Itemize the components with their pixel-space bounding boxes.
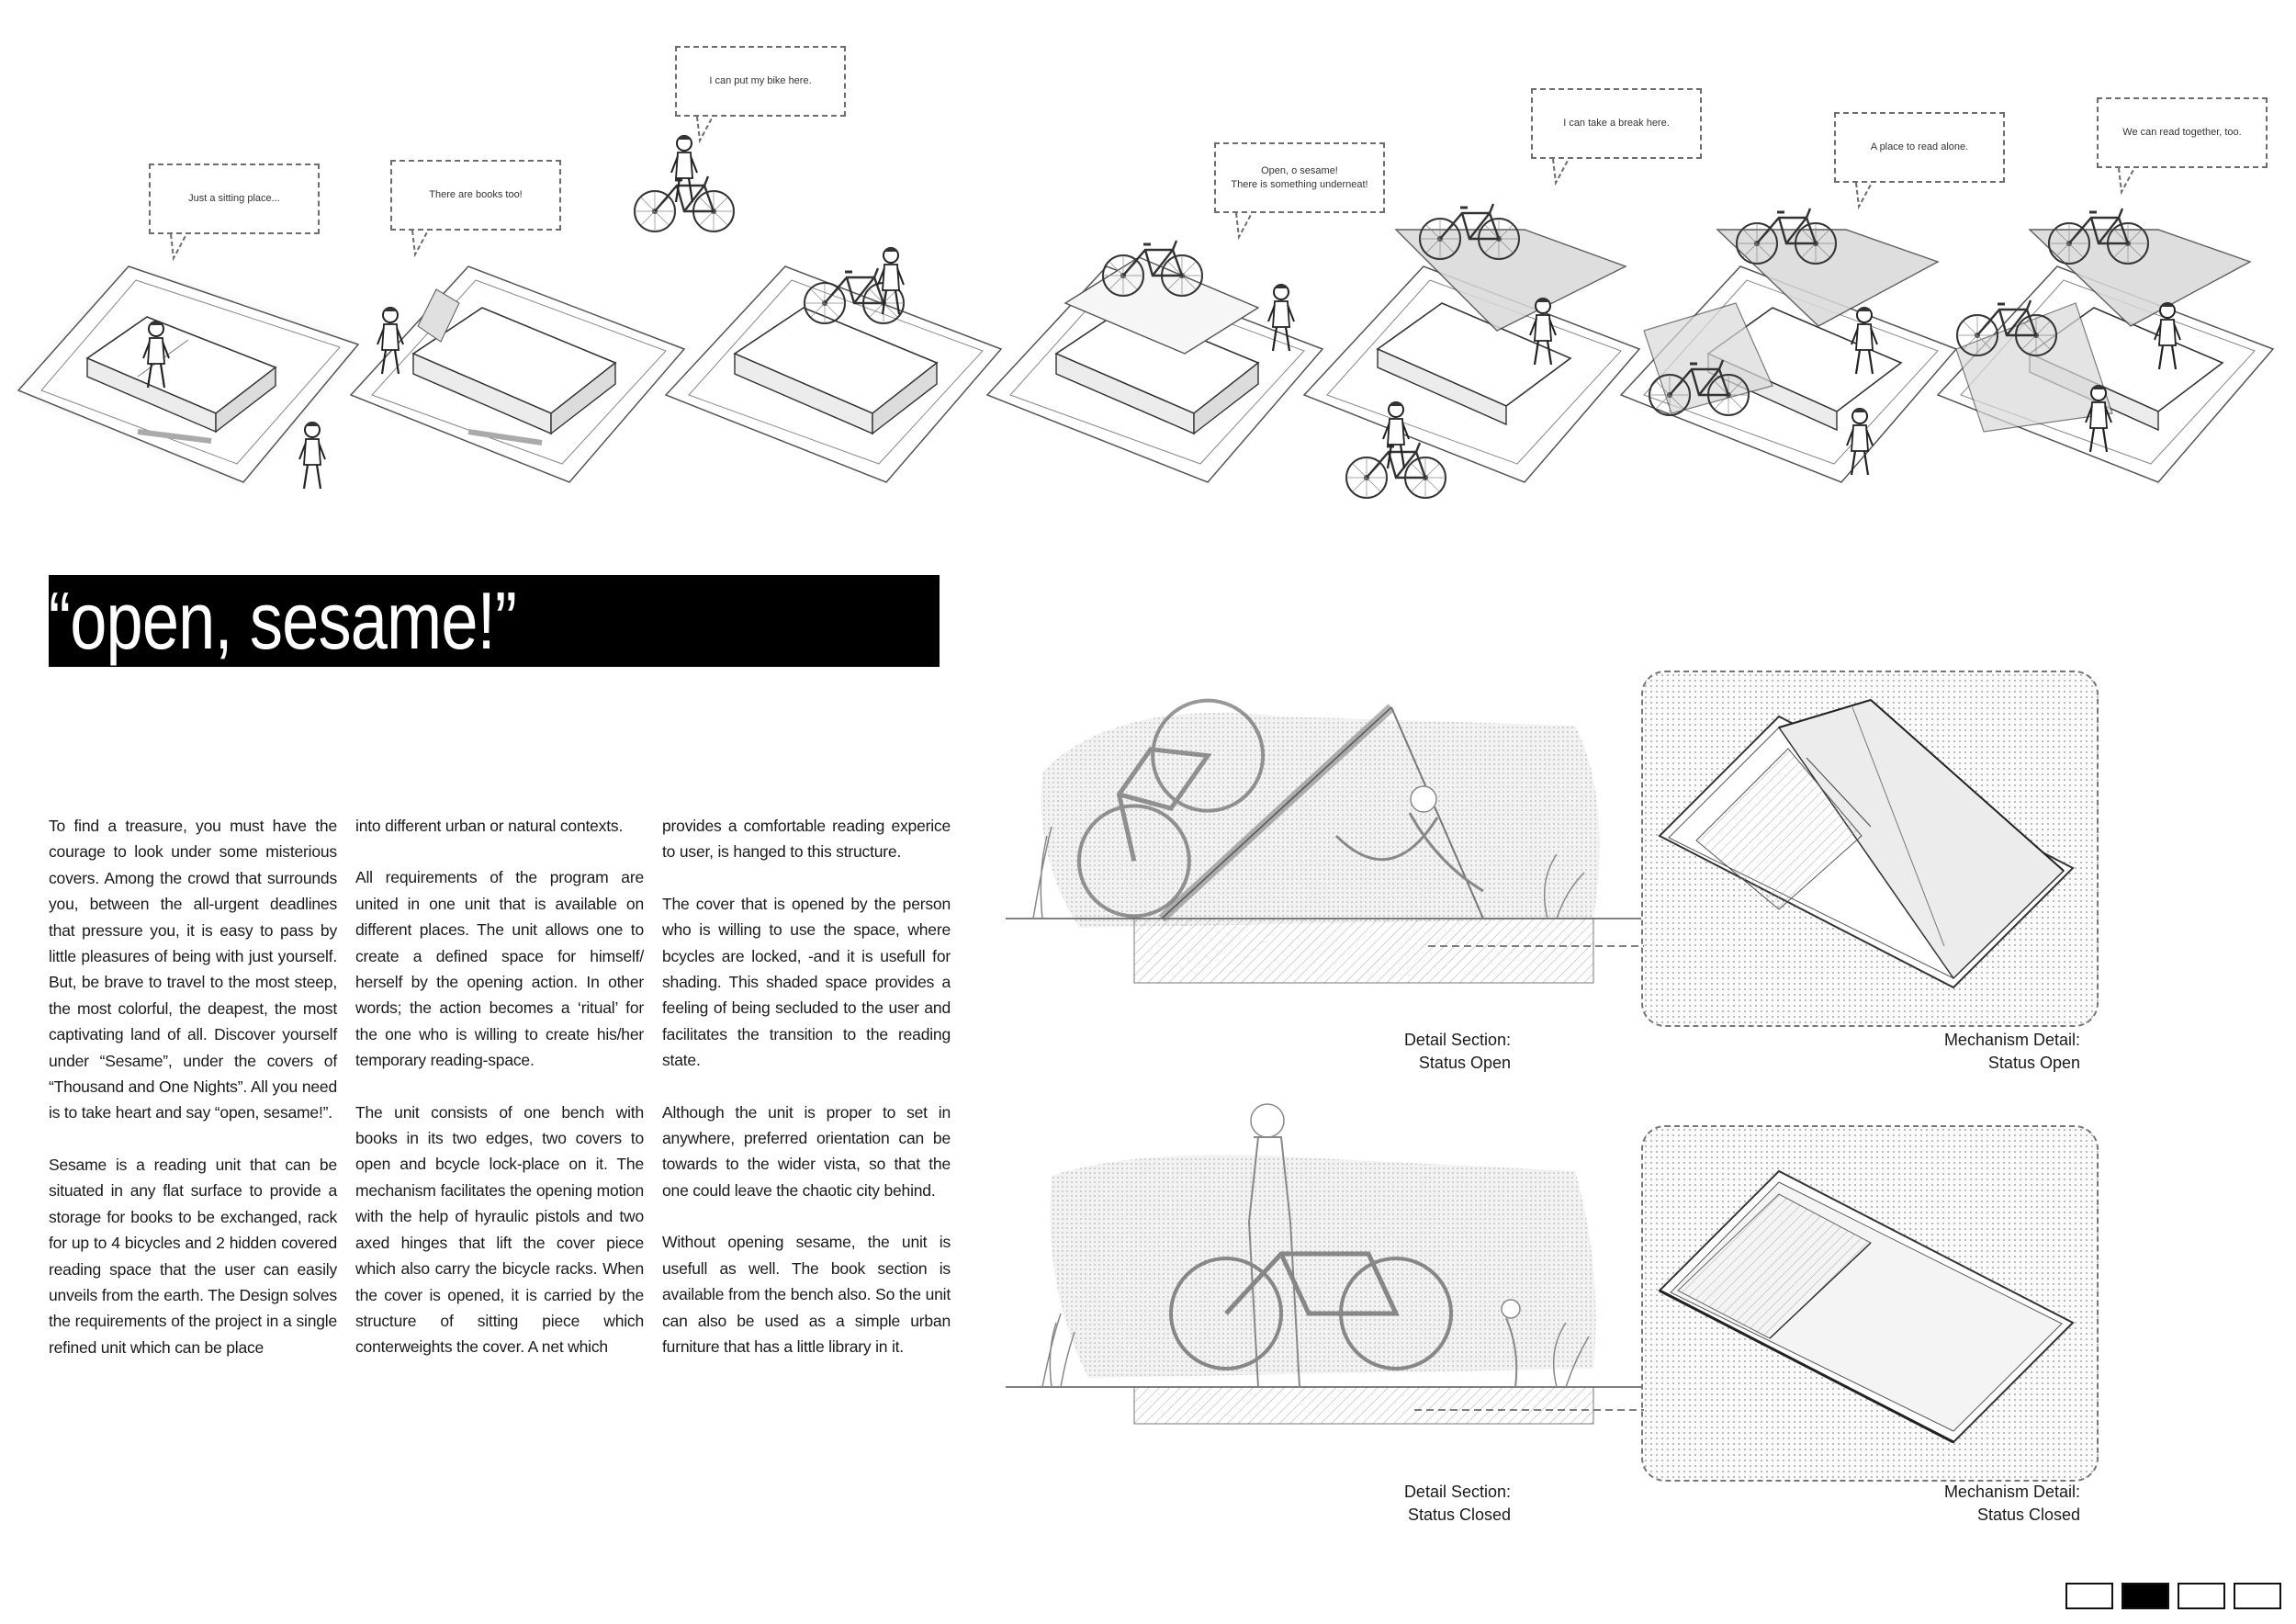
- speech-bubble-tail: [411, 229, 430, 258]
- paragraph: Although the unit is proper to set in anywhere, preferred orientation can be towards to the wider vista, so that the one could leave the chaotic city behind.: [662, 1102, 951, 1200]
- speech-bubble-tail: [1552, 157, 1570, 186]
- mechanism-closed-drawing: [1641, 1125, 2095, 1478]
- speech-bubble-2: There are books too!: [390, 160, 561, 231]
- title-banner: [49, 575, 940, 667]
- speech-bubble-3: I can put my bike here.: [675, 46, 846, 117]
- mechanism-open-drawing: [1641, 671, 2095, 1023]
- caption-section-closed: Detail Section: Status Closed: [1403, 1483, 1511, 1524]
- sequence-illustration: [0, 0, 2296, 551]
- connector-line-open: [1428, 942, 1649, 951]
- paragraph: Without opening sesame, the unit is usefull as well. The book section is available from the bench also. So the unit can also be used as a simple urban furniture that has a little library in it.: [662, 1233, 951, 1356]
- text-column-1: [49, 813, 337, 1386]
- text-column-3: [662, 813, 951, 1385]
- speech-bubble-tail: [696, 115, 715, 144]
- caption-mechanism-closed: Mechanism Detail: Status Closed: [1943, 1483, 2080, 1524]
- paragraph: The unit consists of one bench with books in its two edges, two covers to open and bcycle lock-place on it. The mechanism facilitates the opening motion with the help of hyraulic pistols and two axed hinges that lift the cover piece which also carry the bicycle racks. When the cover is opened, it is carried by the structure of sitting piece which conterweights the cover. A net which: [355, 1102, 644, 1357]
- speech-bubble-tail: [170, 232, 188, 262]
- paragraph: All requirements of the program are united in one unit that is available on different places. The unit allows one to create a defined space for himself/ herself by the opening action. In other words; the action becomes a ‘ritual’ for the one who is willing to create his/her temporary reading-space.: [355, 868, 644, 1070]
- detail-section-closed-drawing: [1006, 1084, 1649, 1451]
- connector-line-closed: [1414, 1405, 1649, 1415]
- paragraph: Sesame is a reading unit that can be situated in any flat surface to provide a storage for books to be exchanged, rack for up to 4 bicycles and 2 hidden covered reading space that the user can easily unveils from the earth. The Design solves the requirements of the project in a single refined unit which can be place: [49, 1155, 337, 1357]
- speech-bubble-tail: [2118, 166, 2136, 196]
- speech-bubble-7: We can read together, too.: [2097, 97, 2268, 168]
- page-indicator-2-current[interactable]: [2122, 1583, 2169, 1609]
- paragraph: The cover that is opened by the person who is willing to use the space, where bcycles are locked, -and it is usefull for shading. This shaded space provides a feeling of being secluded to the user and facilitates the transition to the reading state.: [662, 894, 951, 1070]
- speech-bubble-tail: [1235, 211, 1254, 241]
- speech-bubble-tail: [1855, 181, 1874, 210]
- paragraph: into different urban or natural contexts.: [355, 817, 624, 835]
- paragraph: To find a treasure, you must have the courage to look under some misterious covers. Among the crowd that surrounds you, between the all-urgent deadlines that pressure you, it is easy to pass by little pleasures of being with just yourself. But, be brave to travel to the most steep, the most colorful, the deapest, the most captivating land of all. Discover yourself under “Sesame”, under the covers of “Thousand and One Nights”. All you need is to take heart and say “open, sesame!”.: [49, 817, 337, 1122]
- speech-bubble-1: Just a sitting place...: [149, 164, 320, 234]
- caption-mechanism-open: Mechanism Detail: Status Open: [1943, 1031, 2080, 1072]
- page-indicator-4[interactable]: [2234, 1583, 2281, 1609]
- detail-section-open-drawing: [1006, 615, 1649, 1010]
- page-indicator-1[interactable]: [2065, 1583, 2113, 1609]
- caption-section-open: Detail Section: Status Open: [1403, 1031, 1511, 1072]
- page-title: “open, sesame!”: [49, 575, 517, 666]
- speech-bubble-4: Open, o sesame! There is something underneat!: [1214, 142, 1385, 213]
- speech-bubble-6: A place to read alone.: [1834, 112, 2005, 183]
- speech-bubble-5: I can take a break here.: [1531, 88, 1702, 159]
- page-indicator-3[interactable]: [2178, 1583, 2225, 1609]
- text-column-2: [355, 813, 644, 1386]
- paragraph: provides a comfortable reading experice to user, is hanged to this structure.: [662, 817, 951, 862]
